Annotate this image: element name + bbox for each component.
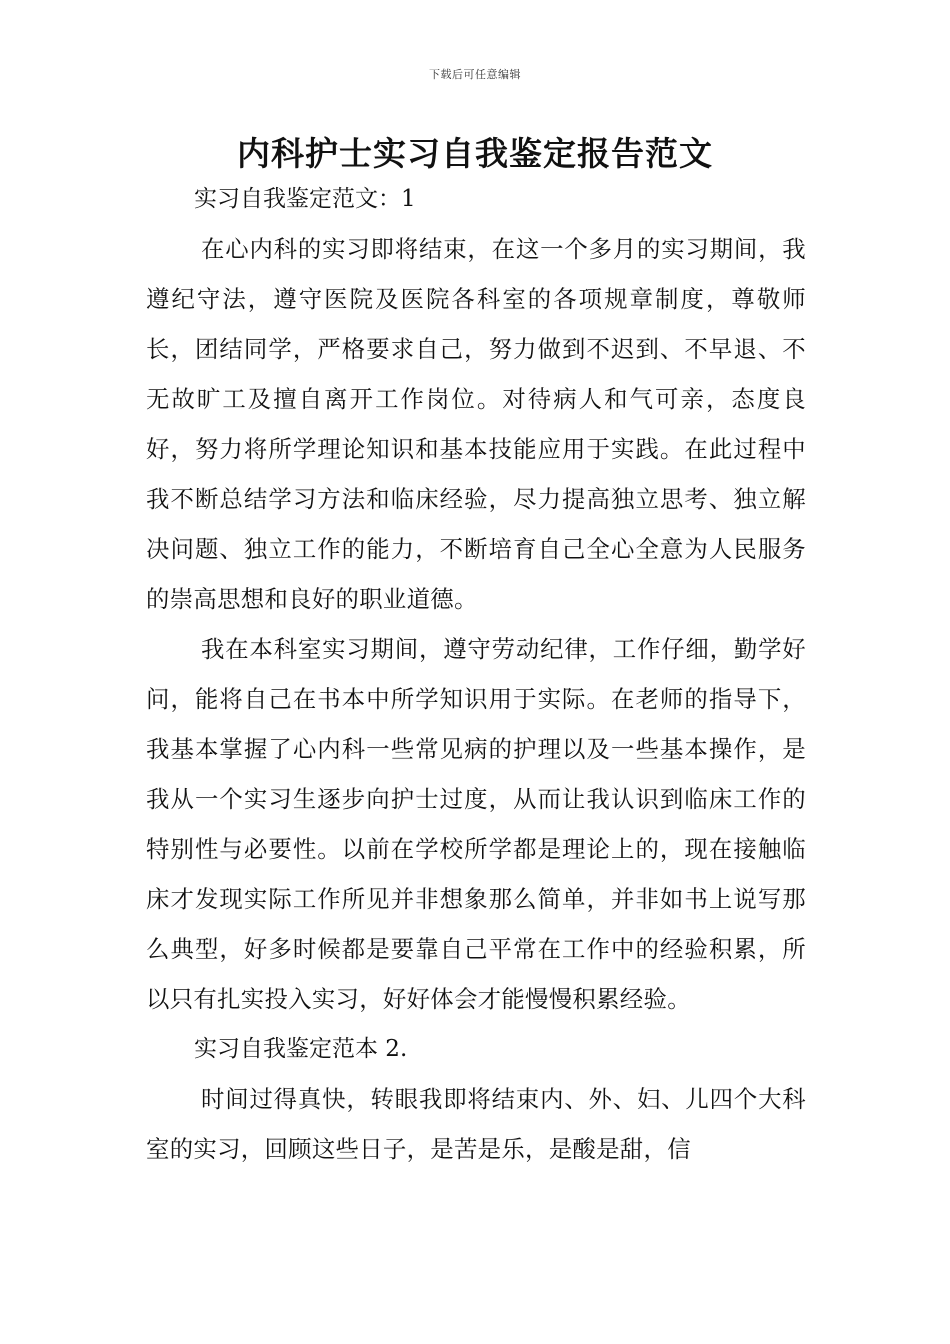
header-note: 下载后可任意编辑	[429, 68, 521, 81]
paragraph-2: 我在本科室实习期间，遵守劳动纪律，工作仔细，勤学好问，能将自己在书本中所学知识用于实际。在老师的指导下，我基本掌握了心内科一些常见病的护理以及一些基本操作，是我从一个实习生逐步向护士过度，从而让我认识到临床工作的特别性与必要性。以前在学校所学都是理论上的，现在接触临床才发现实际工作所见并非想象那么简单，并非如书上说写那么典型，好多时候都是要靠自己平常在工作中的经验积累，所以只有扎实投入实习，好好体会才能慢慢积累经验。	[146, 635, 806, 1013]
paragraph-1: 在心内科的实习即将结束，在这一个多月的实习期间，我遵纪守法，遵守医院及医院各科室的各项规章制度，尊敬师长，团结同学，严格要求自己，努力做到不迟到、不早退、不无故旷工及擅自离开工作岗位。对待病人和气可亲，态度良好，努力将所学理论知识和基本技能应用于实践。在此过程中我不断总结学习方法和临床经验，尽力提高独立思考、独立解决问题、独立工作的能力，不断培育自己全心全意为人民服务的崇高思想和良好的职业道德。	[146, 235, 806, 613]
paragraph-3: 时间过得真快，转眼我即将结束内、外、妇、儿四个大科室的实习，回顾这些日子，是苦是乐，是酸是甜，信	[146, 1085, 806, 1163]
section-heading-2: 实习自我鉴定范本 2.	[194, 1036, 408, 1062]
document-title: 内科护士实习自我鉴定报告范文	[237, 134, 713, 173]
section-heading-1: 实习自我鉴定范文：1	[194, 186, 416, 212]
document-body	[146, 174, 806, 1174]
